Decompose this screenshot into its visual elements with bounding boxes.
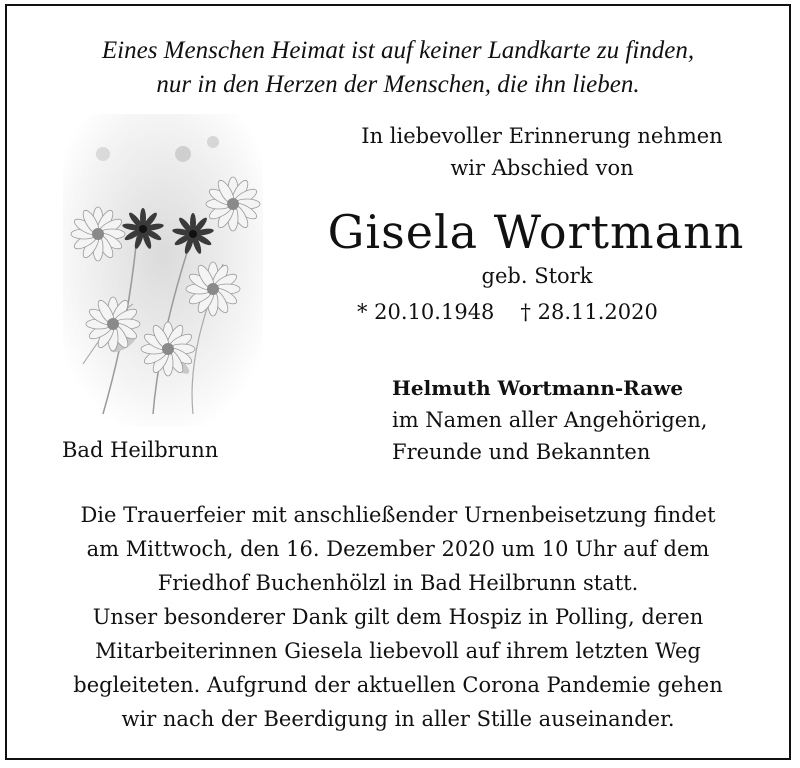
intro-line-1: In liebevoller Erinnerung nehmen — [361, 124, 723, 148]
body-line-2: am Mittwoch, den 16. Dezember 2020 um 10 Uhr auf dem — [86, 537, 710, 561]
place-of-residence: Bad Heilbrunn — [62, 438, 219, 462]
life-dates — [357, 300, 717, 324]
intro-text — [307, 120, 777, 184]
motto-quote — [7, 34, 789, 102]
funeral-details — [7, 498, 789, 736]
birth-date: * 20.10.1948 — [357, 300, 495, 324]
deceased-name: Gisela Wortmann — [327, 205, 745, 259]
body-line-6: begleiteten. Aufgrund der aktuellen Corona Pandemie gehen — [73, 673, 723, 697]
death-date: † 28.11.2020 — [520, 300, 658, 324]
mourners-block — [392, 372, 772, 468]
mourners-line-2: Freunde und Bekannten — [392, 440, 651, 464]
body-line-4: Unser besonderer Dank gilt dem Hospiz in Polling, deren — [92, 605, 704, 629]
body-line-3: Friedhof Buchenhölzl in Bad Heilbrunn statt. — [157, 571, 639, 595]
body-line-1: Die Trauerfeier mit anschließender Urnenbeisetzung findet — [80, 503, 716, 527]
chief-mourner: Helmuth Wortmann-Rawe — [392, 376, 684, 400]
body-line-7: wir nach der Beerdigung in aller Stille auseinander. — [121, 707, 675, 731]
birth-name: geb. Stork — [481, 264, 593, 288]
flower-bouquet-image — [63, 114, 263, 426]
mourners-line-1: im Namen aller Angehörigen, — [392, 408, 708, 432]
intro-line-2: wir Abschied von — [450, 156, 634, 180]
obituary-notice — [5, 4, 791, 760]
motto-line-2: nur in den Herzen der Menschen, die ihn lieben. — [156, 71, 640, 98]
motto-line-1: Eines Menschen Heimat ist auf keiner Landkarte zu finden, — [101, 37, 695, 64]
body-line-5: Mitarbeiterinnen Giesela liebevoll auf ihrem letzten Weg — [95, 639, 701, 663]
